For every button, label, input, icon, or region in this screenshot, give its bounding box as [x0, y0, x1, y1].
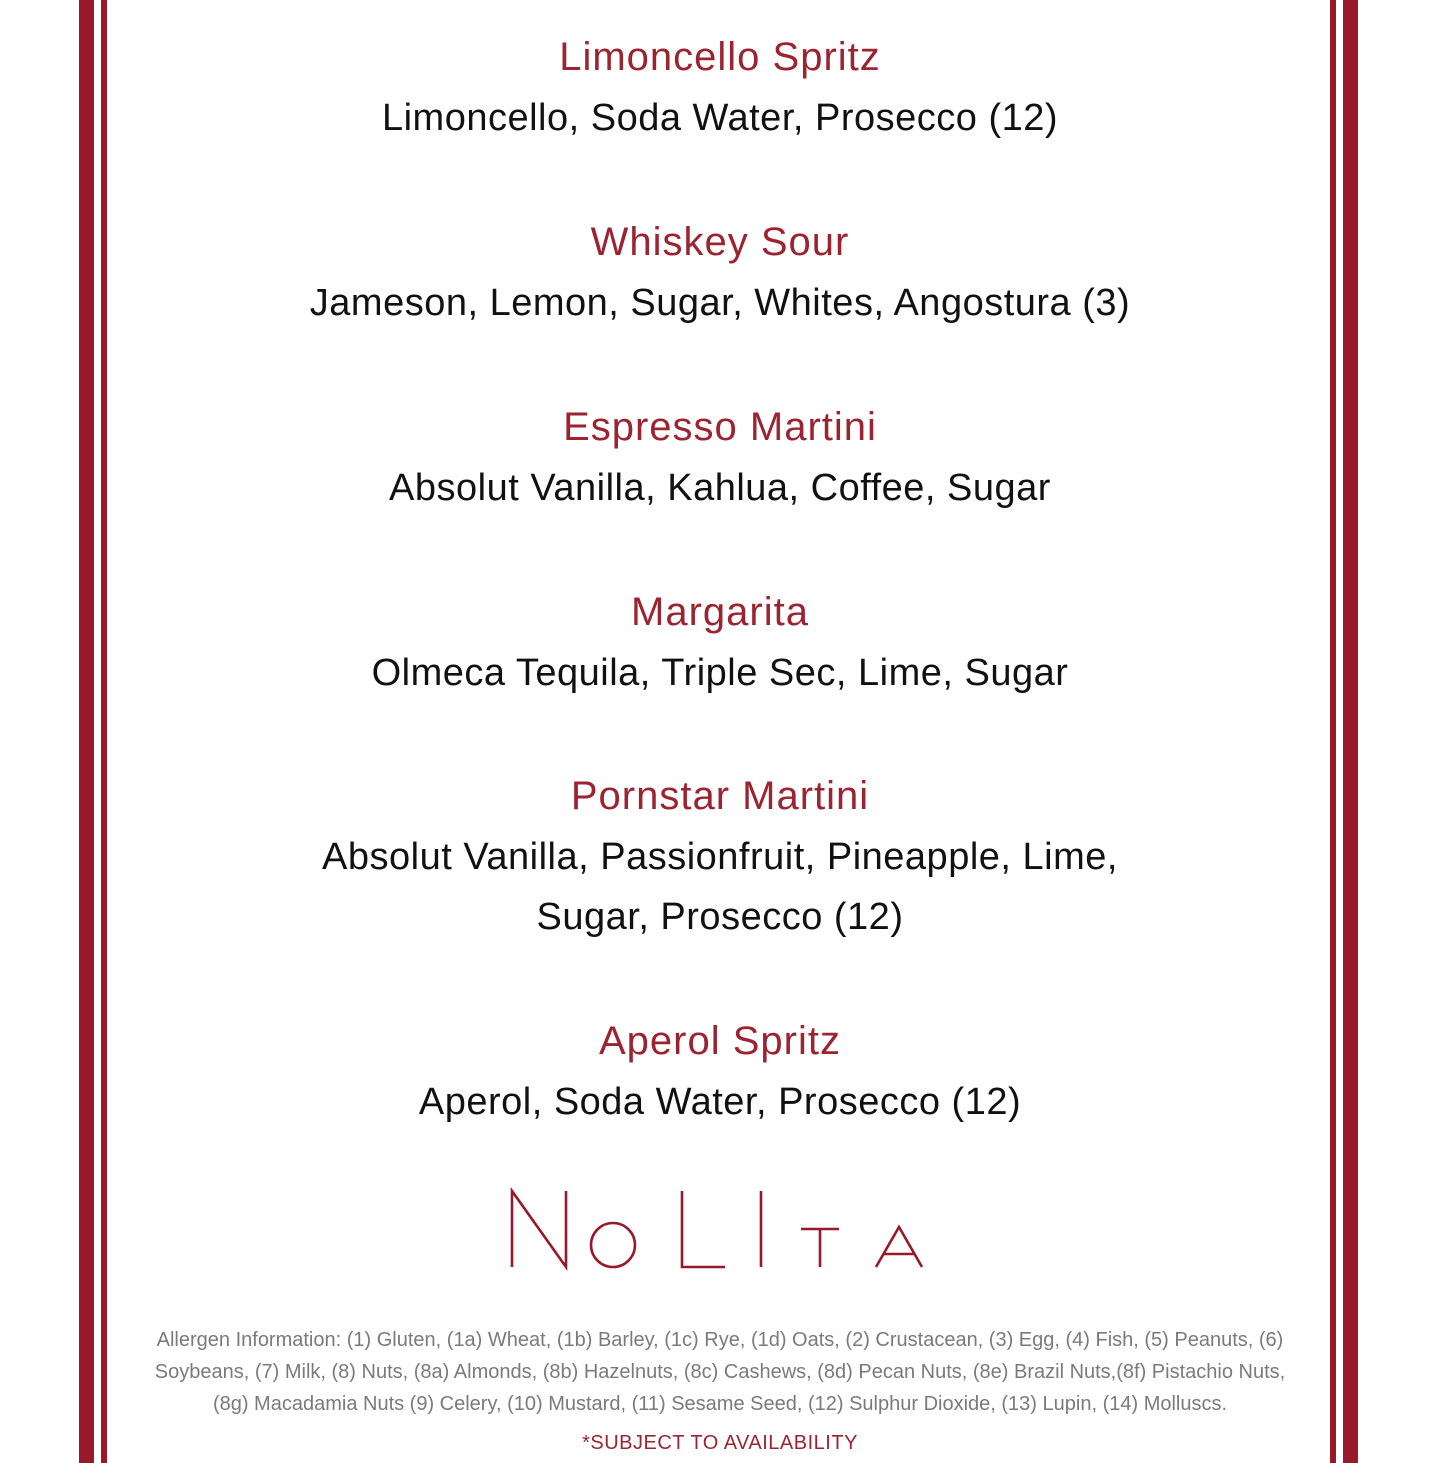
- menu-item-name: Espresso Martini: [563, 405, 877, 449]
- menu-item-name: Margarita: [631, 590, 809, 634]
- menu-item-description: Jameson, Lemon, Sugar, Whites, Angostura (3): [309, 282, 1131, 324]
- menu-item: [0, 26, 1440, 148]
- menu-item: [0, 581, 1440, 703]
- menu-item-name: Aperol Spritz: [599, 1019, 841, 1063]
- allergen-information: Allergen Information: (1) Gluten, (1a) Wheat, (1b) Barley, (1c) Rye, (1d) Oats, (2) Crustacean, (3) Egg, (4) Fish, (5) Peanuts, (6) Soybeans, (7) Milk, (8) Nuts, (8a) Almonds, (8b) Hazelnuts, (8c) Cashews, (8d) Pecan Nuts, (8e) Brazil Nuts,(8f) Pistachio Nuts, (8g) Macadamia Nuts (9) Celery, (10) Mustard, (11) Sesame Seed, (12) Sulphur Dioxide, (13) Lupin, (14) Molluscs.: [154, 1329, 1286, 1415]
- menu-item-description: Olmeca Tequila, Triple Sec, Lime, Sugar: [371, 652, 1069, 694]
- menu-item: [0, 1010, 1440, 1132]
- menu-item-description-line2: Sugar, Prosecco (12): [536, 896, 904, 938]
- menu-item-description: Absolut Vanilla, Passionfruit, Pineapple, Lime,: [322, 836, 1118, 878]
- menu-item-description: Limoncello, Soda Water, Prosecco (12): [381, 97, 1059, 139]
- menu-item-name: Pornstar Martini: [570, 774, 870, 818]
- menu-item-name: Whiskey Sour: [590, 220, 850, 264]
- menu-item: [0, 396, 1440, 518]
- menu-item-description: Absolut Vanilla, Kahlua, Coffee, Sugar: [389, 467, 1051, 509]
- menu-item: [0, 211, 1440, 333]
- availability-note: *SUBJECT TO AVAILABILITY: [582, 1432, 858, 1454]
- nolita-logo-mark: [500, 1183, 940, 1283]
- nolita-logo: [0, 1183, 1440, 1283]
- menu-item-name: Limoncello Spritz: [559, 35, 881, 79]
- menu-item: [0, 765, 1440, 947]
- menu-item-description: Aperol, Soda Water, Prosecco (12): [418, 1081, 1022, 1123]
